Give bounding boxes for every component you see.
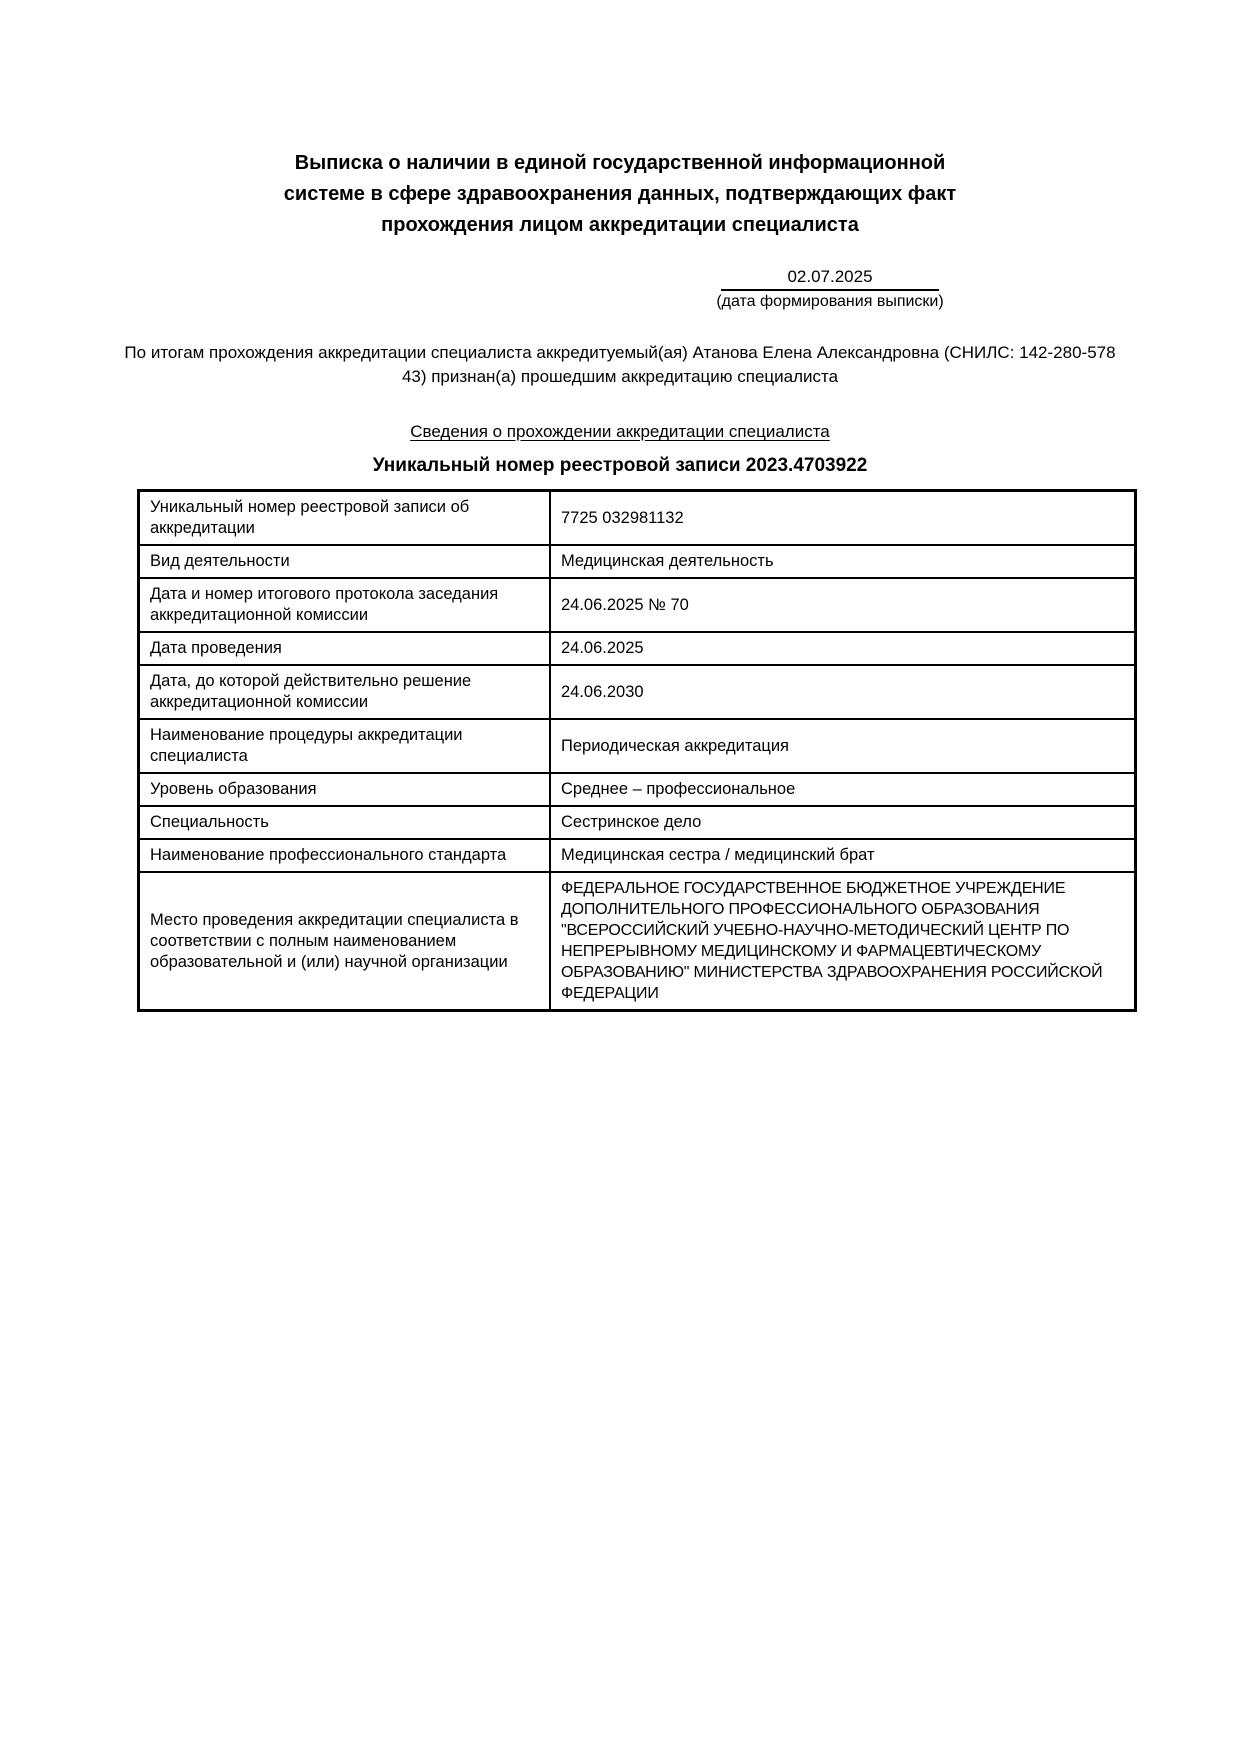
registry-number-heading: Уникальный номер реестровой записи 2023.4703922 [372,455,868,476]
table-row [139,839,1136,872]
formation-date-value: 02.07.2025 [721,267,939,291]
row-value: Среднее – профессиональное [550,773,1136,806]
document-title-line: системе в сфере здравоохранения данных, подтверждающих факт [283,183,957,205]
row-label: Уровень образования [139,773,551,806]
intro-paragraph-line: По итогам прохождения аккредитации специалиста аккредитуемый(ая) Атанова Елена Александровна (СНИЛС: 142-280-578 [124,343,1116,362]
table-row [139,872,1136,1011]
table-row [139,632,1136,665]
row-value: ФЕДЕРАЛЬНОЕ ГОСУДАРСТВЕННОЕ БЮДЖЕТНОЕ УЧРЕЖДЕНИЕ ДОПОЛНИТЕЛЬНОГО ПРОФЕССИОНАЛЬНОГО ОБРАЗОВАНИЯ "ВСЕРОССИЙСКИЙ УЧЕБНО-НАУЧНО-МЕТОДИЧЕСКИЙ ЦЕНТР ПО НЕПРЕРЫВНОМУ МЕДИЦИНСКОМУ И ФАРМАЦЕВТИЧЕСКОМУ ОБРАЗОВАНИЮ" МИНИСТЕРСТВА ЗДРАВООХРАНЕНИЯ РОССИЙСКОЙ ФЕДЕРАЦИИ [550,872,1136,1011]
table-row [139,545,1136,578]
row-label: Вид деятельности [139,545,551,578]
document-title-line: прохождения лицом аккредитации специалиста [381,214,859,236]
table-row [139,491,1136,546]
row-label: Наименование процедуры аккредитации специалиста [139,719,551,773]
row-label: Специальность [139,806,551,839]
document-title-line: Выписка о наличии в единой государственной информационной [294,152,946,174]
row-value: Периодическая аккредитация [550,719,1136,773]
table-row [139,578,1136,632]
formation-date-caption: (дата формирования выписки) [716,293,944,310]
row-value: 24.06.2025 [550,632,1136,665]
row-label: Дата и номер итогового протокола заседания аккредитационной комиссии [139,578,551,632]
row-label: Наименование профессионального стандарта [139,839,551,872]
row-label: Дата проведения [139,632,551,665]
row-value: Медицинская деятельность [550,545,1136,578]
table-row [139,665,1136,719]
table-row [139,773,1136,806]
formation-date-block [700,267,960,311]
intro-paragraph-line: 43) признан(а) прошедшим аккредитацию специалиста [401,367,839,386]
row-value: 24.06.2025 № 70 [550,578,1136,632]
row-value: 24.06.2030 [550,665,1136,719]
row-label: Дата, до которой действительно решение аккредитационной комиссии [139,665,551,719]
document-title [0,0,1240,241]
row-value: Сестринское дело [550,806,1136,839]
table-row [139,719,1136,773]
row-label: Место проведения аккредитации специалиста в соответствии с полным наименованием образовательной и (или) научной организации [139,872,551,1011]
intro-paragraph [0,341,1240,389]
row-label: Уникальный номер реестровой записи об аккредитации [139,491,551,546]
row-value: Медицинская сестра / медицинский брат [550,839,1136,872]
row-value: 7725 032981132 [550,491,1136,546]
table-row [139,806,1136,839]
accreditation-table [137,489,1137,1012]
section-heading: Сведения о прохождении аккредитации специалиста [410,422,830,441]
